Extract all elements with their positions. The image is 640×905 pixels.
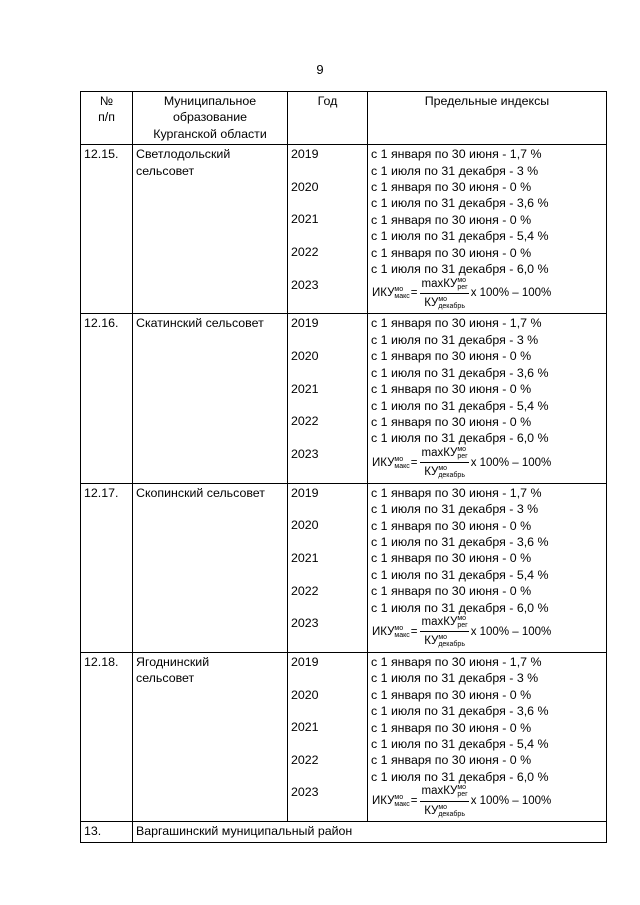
formula-num-sup: мо [457,276,467,284]
formula-numerator [420,783,468,801]
header-mo-cell [133,92,288,145]
formula-tail: x 100% – 100% [470,625,552,638]
formula-den-sub: декабрь [438,472,465,480]
municipality-name-line: сельсовет [136,163,195,178]
formula-denominator [423,463,466,480]
municipality-name-line: Скатинский сельсовет [136,316,264,331]
index-line: с 1 января по 30 июня - 0 % [371,212,532,227]
index-line: с 1 января по 30 июня - 0 % [371,687,532,702]
formula-den-text: КУ [424,635,439,648]
formula-num-scripts [457,784,467,798]
index-line: с 1 июля по 31 декабря - 3,6 % [371,196,549,211]
year-cell [288,314,368,483]
year-value: 2022 [291,414,319,429]
year-value: 2019 [291,485,319,500]
index-cell [368,652,607,821]
index-cell [368,483,607,652]
formula-lhs-scripts [394,286,409,300]
year-value: 2020 [291,687,319,702]
formula-fraction [420,445,468,481]
year-value: 2020 [291,349,319,364]
index-line: с 1 июля по 31 декабря - 3 % [371,163,539,178]
formula-den-scripts [438,804,465,818]
formula-lhs-sub: макс [394,462,410,470]
municipality-name [133,483,288,652]
year-value: 2021 [291,720,319,735]
formula-den-text: КУ [424,804,439,817]
index-line: с 1 января по 30 июня - 0 % [371,518,532,533]
formula-lhs-sub: макс [394,631,410,639]
formula-tail: x 100% – 100% [470,456,552,469]
year-value: 2023 [291,446,319,461]
formula-den-sub: декабрь [438,302,465,310]
formula-den-scripts [438,465,465,479]
formula-num-sup: мо [457,784,467,792]
formula-lhs-sub: макс [394,293,410,301]
header-num-line2: п/п [98,110,115,125]
formula-lhs-scripts [394,456,409,470]
header-num-cell [81,92,133,145]
header-mo-line2: образование [172,110,248,125]
index-line: с 1 января по 30 июня - 0 % [371,180,532,195]
index-line: с 1 января по 30 июня - 0 % [371,551,532,566]
index-cell [368,145,607,314]
table-row [81,145,607,314]
index-line: с 1 января по 30 июня - 1,7 % [371,485,542,500]
formula-den-sub: декабрь [438,810,465,818]
year-value: 2021 [291,550,319,565]
formula-num-sub: рег [457,622,468,630]
index-line: с 1 января по 30 июня - 0 % [371,382,532,397]
year-value: 2019 [291,654,319,669]
municipality-name-line: Ягоднинский [136,654,210,669]
header-num-line1: № [99,94,114,108]
table-row [81,652,607,821]
index-line: с 1 января по 30 июня - 0 % [371,245,532,260]
max-index-formula [371,275,603,311]
formula-denominator [423,632,466,649]
page-number: 9 [316,62,324,77]
formula-den-sup: мо [438,634,448,642]
index-line: с 1 января по 30 июня - 0 % [371,414,532,429]
year-value: 2022 [291,245,319,259]
year-value: 2021 [291,381,319,396]
max-index-formula [371,614,603,650]
formula-lhs-sup: мо [394,794,404,802]
formula-num-text: maxКУ [421,616,458,629]
row-number: 12.15. [81,145,133,314]
formula-num-text: maxКУ [421,785,458,798]
header-index-cell: Предельные индексы [368,92,607,145]
formula-den-text: КУ [424,296,439,309]
year-value: 2023 [291,785,319,800]
formula-fraction [420,276,468,312]
header-year-cell: Год [288,92,368,145]
year-value: 2020 [291,518,319,533]
row-number: 12.17. [81,483,133,652]
formula-num-scripts [457,277,467,291]
year-cell [288,145,368,314]
year-value: 2023 [291,616,319,631]
formula-lhs-sup: мо [394,455,404,463]
max-index-formula [371,783,603,819]
formula-lhs: ИКУ [372,795,395,808]
index-line: с 1 января по 30 июня - 0 % [371,584,532,599]
formula-num-text: maxКУ [421,277,458,290]
index-line: с 1 июля по 31 декабря - 5,4 % [371,229,549,244]
formula-den-scripts [438,296,465,310]
year-value: 2019 [291,316,319,331]
formula-lhs-scripts [394,794,409,808]
formula-num-scripts [457,446,467,460]
table-row [81,483,607,652]
formula-denominator [423,294,466,311]
index-line: с 1 июля по 31 декабря - 5,4 % [371,567,549,582]
index-line: с 1 июля по 31 декабря - 3 % [371,502,539,517]
formula-den-text: КУ [424,466,439,479]
index-line: с 1 июля по 31 декабря - 3 % [371,671,539,686]
formula-lhs-sub: макс [394,801,410,809]
index-line: с 1 января по 30 июня - 0 % [371,753,532,768]
municipality-name-line: Скопинский сельсовет [136,485,265,500]
year-value: 2019 [291,147,319,162]
formula-lhs-sup: мо [394,286,404,294]
header-mo-line1: Муниципальное [163,94,257,108]
district-number: 13. [81,822,133,842]
formula-eq: = [410,625,418,638]
index-line: с 1 июля по 31 декабря - 5,4 % [371,398,549,413]
municipality-name-line: сельсовет [136,671,195,686]
row-number: 12.18. [81,652,133,821]
year-value: 2023 [291,277,319,292]
formula-den-sup: мо [438,295,448,303]
table-row-district [81,822,607,842]
district-name: Варгашинский муниципальный район [133,822,607,842]
formula-tail: x 100% – 100% [470,287,552,300]
formula-numerator [420,445,468,463]
formula-eq: = [410,795,418,808]
index-line: с 1 июля по 31 декабря - 5,4 % [371,737,549,751]
formula-lhs-sup: мо [394,624,404,632]
table-header-row [81,92,607,145]
formula-numerator [420,276,468,294]
municipality-name [133,314,288,483]
formula-den-sup: мо [438,465,448,473]
index-cell [368,314,607,483]
formula-num-sub: рег [457,791,468,799]
municipality-name [133,652,288,821]
formula-lhs: ИКУ [372,625,395,638]
formula-tail: x 100% – 100% [470,795,552,808]
index-line: с 1 января по 30 июня - 1,7 % [371,316,542,331]
formula-num-text: maxКУ [421,446,458,459]
header-mo-line3: Курганской области [153,126,267,141]
formula-lhs: ИКУ [372,456,395,469]
formula-num-sub: рег [457,452,468,460]
year-value: 2022 [291,583,319,598]
index-line: с 1 июля по 31 декабря - 6,0 % [371,431,549,446]
formula-lhs-scripts [394,625,409,639]
index-line: с 1 июля по 31 декабря - 6,0 % [371,262,549,277]
formula-num-scripts [457,615,467,629]
formula-num-sup: мо [457,615,467,623]
max-index-formula [371,445,603,481]
municipality-name [133,145,288,314]
index-line: с 1 июля по 31 декабря - 6,0 % [371,769,549,784]
index-line: с 1 января по 30 июня - 1,7 % [371,654,542,669]
row-number: 12.16. [81,314,133,483]
limit-indices-table [80,91,607,843]
formula-lhs: ИКУ [372,287,395,300]
formula-den-scripts [438,634,465,648]
formula-num-sup: мо [457,445,467,453]
year-cell [288,652,368,821]
formula-fraction [420,614,468,650]
year-value: 2020 [291,179,319,194]
index-line: с 1 января по 30 июня - 0 % [371,720,532,735]
year-cell [288,483,368,652]
formula-numerator [420,614,468,632]
formula-den-sup: мо [438,803,448,811]
index-line: с 1 июля по 31 декабря - 3 % [371,332,539,347]
index-line: с 1 июля по 31 декабря - 3,6 % [371,365,549,380]
municipality-name-line: Светлодольский [136,147,231,162]
formula-num-sub: рег [457,283,468,291]
formula-fraction [420,783,468,819]
year-value: 2021 [291,212,319,227]
index-line: с 1 июля по 31 декабря - 3,6 % [371,704,549,719]
index-line: с 1 июля по 31 декабря - 3,6 % [371,534,549,549]
formula-eq: = [410,456,418,469]
index-line: с 1 июля по 31 декабря - 6,0 % [371,600,549,615]
formula-eq: = [410,287,418,300]
index-line: с 1 января по 30 июня - 1,7 % [371,147,542,162]
table-row [81,314,607,483]
index-line: с 1 января по 30 июня - 0 % [371,349,532,364]
formula-den-sub: декабрь [438,641,465,649]
year-value: 2022 [291,752,319,767]
formula-denominator [423,802,466,819]
